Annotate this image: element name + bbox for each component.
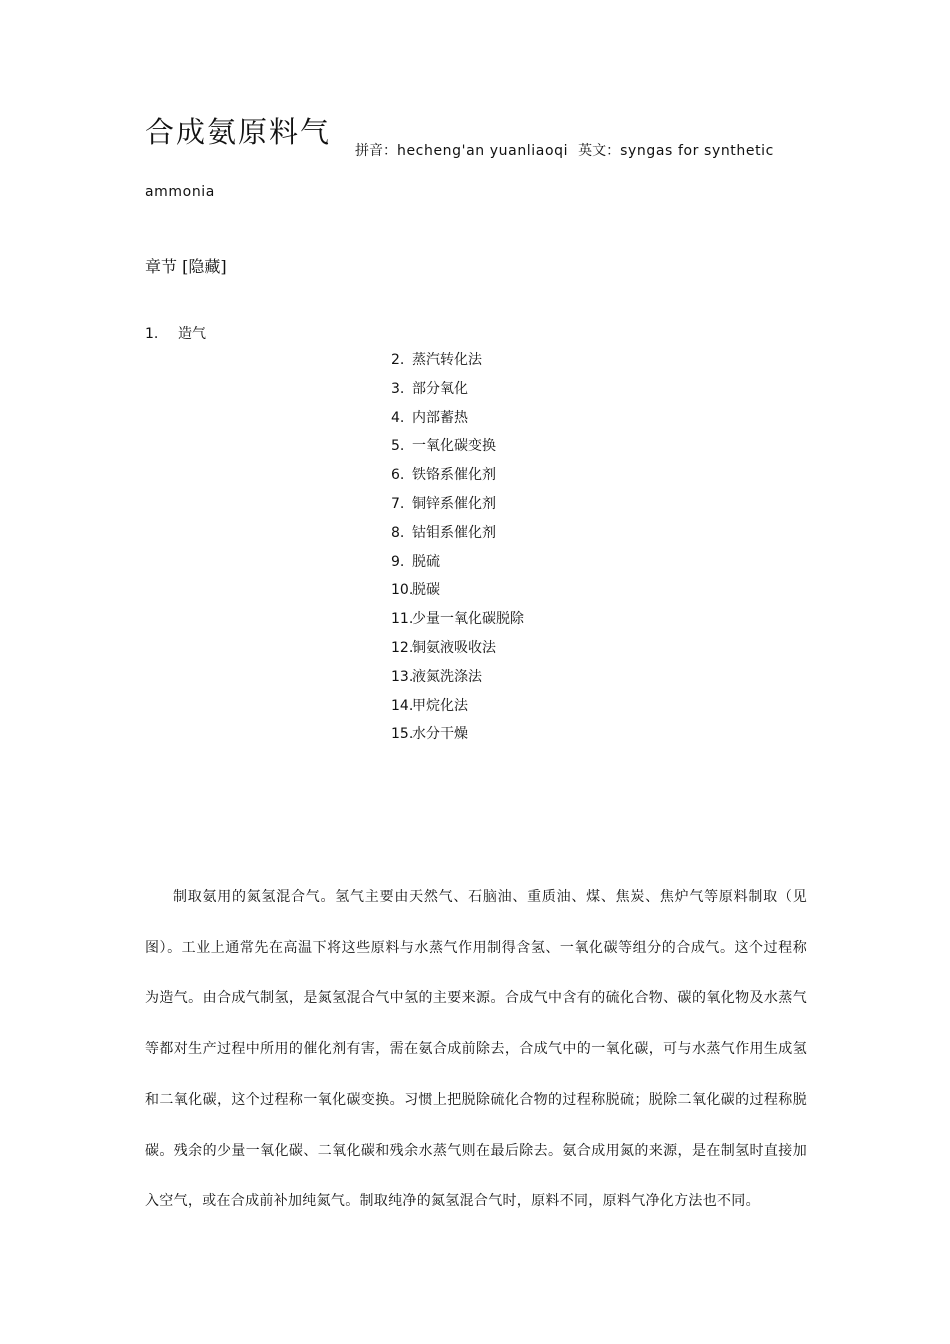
toc-heading[interactable]: 章节 [隐藏] <box>145 257 227 276</box>
toc-item[interactable] <box>391 580 524 609</box>
page-title: 合成氨原料气 <box>145 115 332 149</box>
english-label: 英文： <box>578 143 621 159</box>
toc-item[interactable] <box>391 494 524 523</box>
toc-item-number: 8. <box>391 524 405 541</box>
toc-item-label: 铜氨液吸收法 <box>412 639 496 656</box>
toc-item[interactable] <box>391 379 524 408</box>
toc-item[interactable] <box>391 465 524 494</box>
toc-item-label: 铜锌系催化剂 <box>412 495 496 512</box>
toc-item[interactable] <box>391 696 524 725</box>
pinyin-value: hecheng'an yuanliaoqi <box>397 143 569 159</box>
toc-item-number: 5. <box>391 438 405 455</box>
toc-item-label: 液氮洗涤法 <box>412 668 482 685</box>
toc-item-number: 7. <box>391 495 405 512</box>
toc-item[interactable] <box>391 408 524 437</box>
pinyin-label: 拼音： <box>355 143 397 159</box>
toc-item[interactable] <box>145 323 206 343</box>
toc-item-number: 13. <box>391 668 414 685</box>
toc-item-number: 10. <box>391 582 414 599</box>
toc-list <box>391 350 524 753</box>
toc-item[interactable] <box>391 609 524 638</box>
toc-item[interactable] <box>391 552 524 581</box>
toc-item-number: 9. <box>391 553 405 570</box>
toc-item-label: 蒸汽转化法 <box>412 352 482 368</box>
toc-item-number: 6. <box>391 467 405 484</box>
toc-item-label: 铁铬系催化剂 <box>412 467 496 484</box>
toc-item-number: 15. <box>391 726 414 743</box>
toc-item-label: 一氧化碳变换 <box>412 438 496 455</box>
toc-item-number: 14. <box>391 697 414 714</box>
toc-item[interactable] <box>391 638 524 667</box>
toc-item[interactable] <box>391 350 524 379</box>
toc-item[interactable] <box>391 667 524 696</box>
toc-item[interactable] <box>391 724 524 753</box>
toc-item-label: 水分干燥 <box>412 726 468 743</box>
title-meta <box>355 140 774 160</box>
english-value: syngas for synthetic <box>620 143 774 159</box>
toc-item-number: 2. <box>391 352 405 368</box>
toc-item-label: 部分氧化 <box>412 380 468 397</box>
toc-item[interactable] <box>391 436 524 465</box>
toc-item-number: 4. <box>391 409 405 426</box>
toc-item[interactable] <box>391 523 524 552</box>
toc-item-number: 12. <box>391 639 414 656</box>
toc-item-number: 1. <box>145 326 159 342</box>
toc-item-label: 少量一氧化碳脱除 <box>412 611 524 628</box>
toc-item-label: 钴钼系催化剂 <box>412 524 496 541</box>
body-paragraph: 制取氨用的氮氢混合气。氢气主要由天然气、石脑油、重质油、煤、焦炭、焦炉气等原料制取（见图）。工业上通常先在高温下将这些原料与水蒸气作用制得含氢、一氧化碳等组分的合成气。这个过程称为造气。由合成气制氢，是氮氢混合气中氢的主要来源。合成气中含有的硫化合物、碳的氧化物及水蒸气等都对生产过程中所用的催化剂有害，需在氨合成前除去，合成气中的一氧化碳，可与水蒸气作用生成氢和二氧化碳，这个过程称一氧化碳变换。习惯上把脱除硫化合物的过程称脱硫；脱除二氧化碳的过程称脱碳。残余的少量一氧化碳、二氧化碳和残余水蒸气则在最后除去。氨合成用氮的来源，是在制氢时直接加入空气，或在合成前补加纯氮气。制取纯净的氮氢混合气时，原料不同，原料气净化方法也不同。 <box>145 889 807 1210</box>
toc-item-number: 11. <box>391 611 414 628</box>
toc-item-label: 造气 <box>178 326 206 342</box>
toc-item-label: 内部蓄热 <box>412 409 468 426</box>
toc-item-label: 甲烷化法 <box>412 697 468 714</box>
toc-item-label: 脱碳 <box>412 582 440 599</box>
english-value-continued: ammonia <box>145 184 215 200</box>
toc-item-label: 脱硫 <box>412 553 440 570</box>
toc-item-number: 3. <box>391 380 405 397</box>
